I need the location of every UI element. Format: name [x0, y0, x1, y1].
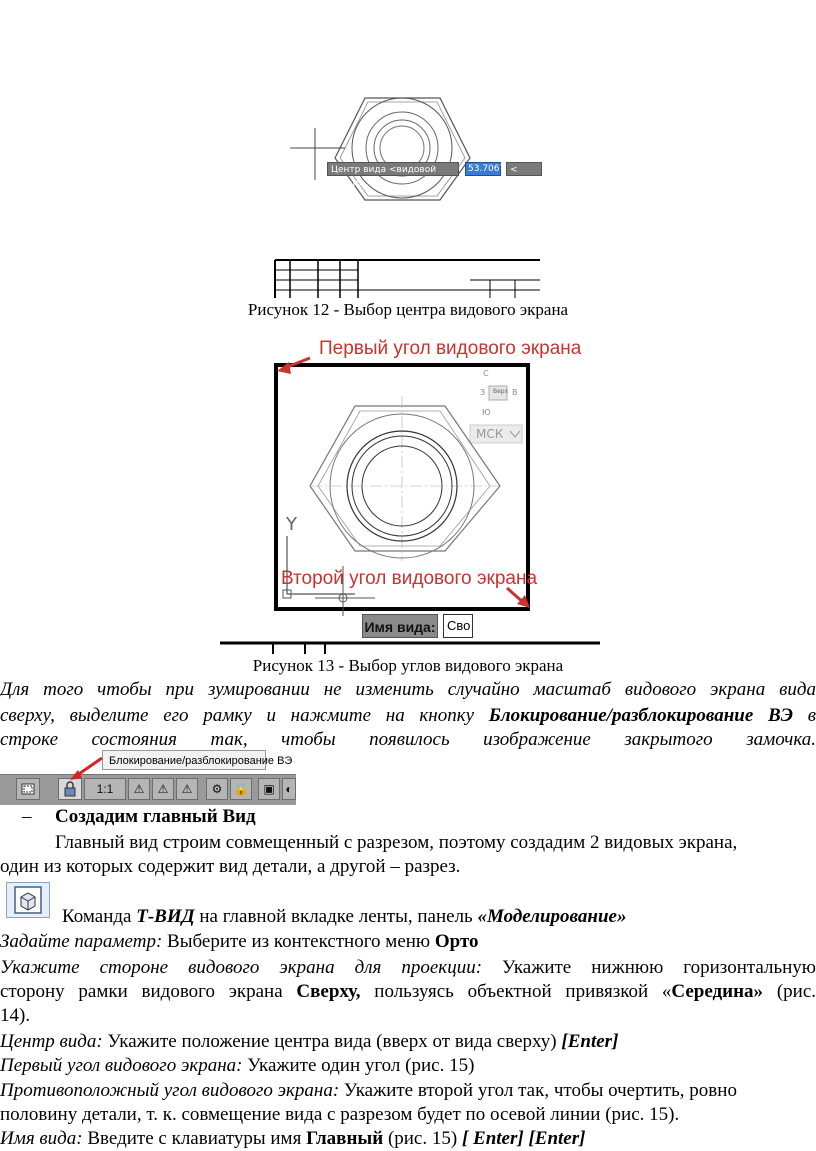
ucs-dropdown[interactable]: МСК	[476, 427, 504, 441]
viewcube-south-label: Ю	[482, 408, 491, 417]
command-prompt-angle: < 181°	[506, 162, 542, 176]
isolate-icon: ◐	[285, 782, 293, 796]
section-heading: Создадим главный Вид	[55, 806, 256, 827]
viewcube-west-label: З	[480, 388, 486, 397]
paragraph-lock-line-3: строке состояния так, чтобы появилось изображение закрытого замочка.	[0, 729, 816, 750]
isolate-objects-button[interactable]	[282, 778, 296, 800]
workspace-button[interactable]	[206, 778, 228, 800]
step-opposite-corner-line-1: Противоположный угол видового экрана: Укажите второй угол так, чтобы очертить, ровно	[0, 1080, 737, 1101]
figure-13-caption: Рисунок 13 - Выбор углов видового экрана	[252, 656, 564, 675]
view-name-label: Имя вида:	[362, 614, 438, 638]
step-side-line-2: сторону рамки видового экрана Сверху, пользуясь объектной привязкой «Середина» (рис.	[0, 981, 816, 1002]
paper-space-button[interactable]	[16, 778, 40, 800]
paper-icon	[20, 782, 36, 796]
viewcube-north-label: С	[483, 369, 489, 378]
hardware-acceleration-button[interactable]	[258, 778, 280, 800]
figure-13-drawing	[215, 336, 605, 654]
lock-viewport-tooltip: Блокирование/разблокирование ВЭ	[102, 750, 266, 770]
step-side-line-3: 14).	[0, 1005, 31, 1026]
step-set-parameter: Задайте параметр: Выберите из контекстного меню Орто	[0, 931, 479, 952]
command-prompt-label: Центр вида <видовой экран>:	[327, 162, 459, 176]
step-view-name: Имя вида: Введите с клавиатуры имя Главный (рис. 15) [ Enter] [Enter]	[0, 1128, 586, 1149]
viewport-scale-label: 1:1	[96, 782, 114, 796]
ucs-axis-y-label: Y	[286, 514, 297, 535]
display-icon: ▣	[263, 782, 275, 796]
tview-ribbon-button[interactable]	[6, 882, 50, 918]
annotation-scale-button[interactable]	[152, 778, 174, 800]
viewcube-face-label[interactable]: Верх	[493, 388, 509, 395]
paragraph-lock-line-2: сверху, выделите его рамку и нажмите на кнопку Блокирование/разблокирование ВЭ в	[0, 705, 816, 726]
second-corner-annotation: Второй угол видового экрана	[281, 568, 538, 589]
annotation-scale-icon: ⚠	[157, 782, 169, 796]
command-prompt-value-field[interactable]: 53.7067	[465, 162, 501, 176]
annotation-visibility-icon: ⚠	[133, 782, 145, 796]
tview-icon	[7, 883, 49, 917]
paragraph-main-view-line-1: Главный вид строим совмещенный с разрезом, поэтому создадим 2 видовых экрана,	[55, 832, 738, 853]
view-name-input[interactable]: Сво	[443, 614, 473, 638]
bullet-dash: –	[22, 806, 32, 827]
auto-scale-button[interactable]	[176, 778, 198, 800]
paragraph-lock-line-1: Для того чтобы при зумировании не изменить случайно масштаб видового экрана вида	[0, 679, 816, 700]
annotation-visibility-button[interactable]	[128, 778, 150, 800]
command-line: Команда Т-ВИД на главной вкладке ленты, панель «Моделирование»	[62, 906, 627, 927]
viewport-scale-button[interactable]	[84, 778, 126, 800]
step-side-line-1: Укажите стороне видового экрана для проекции: Укажите нижнюю горизонтальную	[0, 957, 816, 978]
viewcube-east-label: В	[512, 388, 518, 397]
paragraph-main-view-line-2: один из которых содержит вид детали, а другой – разрез.	[0, 856, 461, 877]
auto-scale-icon: ⚠	[181, 782, 193, 796]
step-opposite-corner-line-2: половину детали, т. к. совмещение вида с разрезом будет по осевой линии (рис. 15).	[0, 1104, 680, 1125]
figure-12-caption: Рисунок 12 - Выбор центра видового экрана	[247, 300, 569, 319]
toolbar-lock-button[interactable]	[230, 778, 252, 800]
step-view-center: Центр вида: Укажите положение центра вида (вверх от вида сверху) [Enter]	[0, 1031, 619, 1052]
padlock-icon: 🔒	[233, 782, 249, 796]
step-first-corner: Первый угол видового экрана: Укажите один угол (рис. 15)	[0, 1055, 475, 1076]
first-corner-annotation: Первый угол видового экрана	[319, 338, 582, 359]
figure-12-drawing	[270, 88, 560, 298]
gear-icon: ⚙	[211, 782, 223, 796]
